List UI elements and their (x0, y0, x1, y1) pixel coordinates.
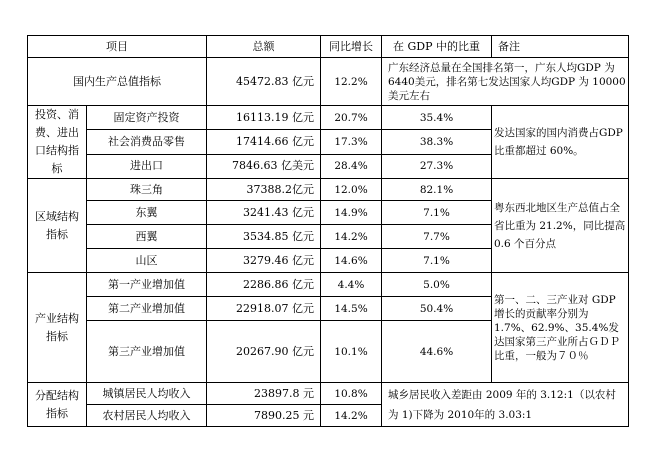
row-label: 城镇居民人均收入 (87, 383, 207, 405)
investment-category: 投资、消费、进出口结构指标 (28, 106, 87, 179)
row-yoy: 14.9% (321, 201, 382, 225)
row-total: 23897.8 元 (207, 383, 321, 405)
header-total: 总额 (207, 36, 321, 58)
row-share: 7.1% (382, 249, 492, 273)
row-yoy: 14.2% (321, 225, 382, 249)
gdp-total: 45472.83 亿元 (207, 58, 321, 106)
row-label: 第一产业增加值 (87, 273, 207, 297)
header-row (28, 36, 629, 58)
row-total: 17414.66 亿元 (207, 130, 321, 154)
row-share: 7.7% (382, 225, 492, 249)
row-yoy: 4.4% (321, 273, 382, 297)
row-label: 进出口 (87, 154, 207, 178)
row-share: 27.3% (382, 154, 492, 178)
row-yoy: 10.8% (321, 383, 382, 405)
header-item: 项目 (28, 36, 207, 58)
row-label: 农村居民人均收入 (87, 405, 207, 427)
header-gdp-share: 在 GDP 中的比重 (382, 36, 492, 58)
gdp-note: 广东经济总量在全国排名第一，广东人均GDP 为 6440美元，排名第七发达国家人均GDP 为 10000 美元左右 (382, 58, 629, 106)
row-share: 7.1% (382, 201, 492, 225)
header-yoy: 同比增长 (321, 36, 382, 58)
row-label: 社会消费品零售 (87, 130, 207, 154)
row-label: 西翼 (87, 225, 207, 249)
table-row (28, 383, 629, 405)
industry-note: 第一、二、三产业对 GDP 增长的贡献率分别为 1.7%、62.9%、35.4%发达国家第三产业所占ＧＤＰ比重，一般为７０％ (492, 273, 629, 383)
row-label: 东翼 (87, 201, 207, 225)
row-label: 第二产业增加值 (87, 297, 207, 321)
investment-note: 发达国家的国内消费占GDP比重都超过 60%。 (492, 106, 629, 179)
row-total: 20267.90 亿元 (207, 321, 321, 383)
region-category: 区域结构指标 (28, 179, 87, 273)
row-yoy: 20.7% (321, 106, 382, 130)
row-total: 7846.63 亿美元 (207, 154, 321, 178)
table-row (28, 179, 629, 201)
economic-indicators-table (27, 35, 629, 427)
row-yoy: 17.3% (321, 130, 382, 154)
row-yoy: 14.6% (321, 249, 382, 273)
row-yoy: 10.1% (321, 321, 382, 383)
table-row (28, 106, 629, 130)
row-share: 38.3% (382, 130, 492, 154)
row-label: 固定资产投资 (87, 106, 207, 130)
row-yoy: 14.2% (321, 405, 382, 427)
row-total: 2286.86 亿元 (207, 273, 321, 297)
region-note: 粤东西北地区生产总值占全省比重为 21.2%，同比提高 0.6 个百分点 (492, 179, 629, 273)
row-total: 3534.85 亿元 (207, 225, 321, 249)
row-yoy: 14.5% (321, 297, 382, 321)
row-total: 37388.2亿元 (207, 179, 321, 201)
distribution-note: 城乡居民收入差距由 2009 年的 3.12:1（以农村为 1)下降为 2010年的 3.03:1 (382, 383, 629, 427)
distribution-category: 分配结构指标 (28, 383, 87, 427)
industry-category: 产业结构指标 (28, 273, 87, 383)
row-share: 82.1% (382, 179, 492, 201)
row-total: 22918.07 亿元 (207, 297, 321, 321)
gdp-label: 国内生产总值指标 (28, 58, 207, 106)
row-yoy: 12.0% (321, 179, 382, 201)
row-label: 珠三角 (87, 179, 207, 201)
row-share: 50.4% (382, 297, 492, 321)
row-yoy: 28.4% (321, 154, 382, 178)
table-row (28, 273, 629, 297)
row-share: 44.6% (382, 321, 492, 383)
row-total: 16113.19 亿元 (207, 106, 321, 130)
header-note: 备注 (492, 36, 629, 58)
row-share: 5.0% (382, 273, 492, 297)
row-total: 7890.25 元 (207, 405, 321, 427)
gdp-yoy: 12.2% (321, 58, 382, 106)
row-label: 山区 (87, 249, 207, 273)
row-label: 第三产业增加值 (87, 321, 207, 383)
row-share: 35.4% (382, 106, 492, 130)
row-total: 3279.46 亿元 (207, 249, 321, 273)
gdp-row (28, 58, 629, 106)
row-total: 3241.43 亿元 (207, 201, 321, 225)
